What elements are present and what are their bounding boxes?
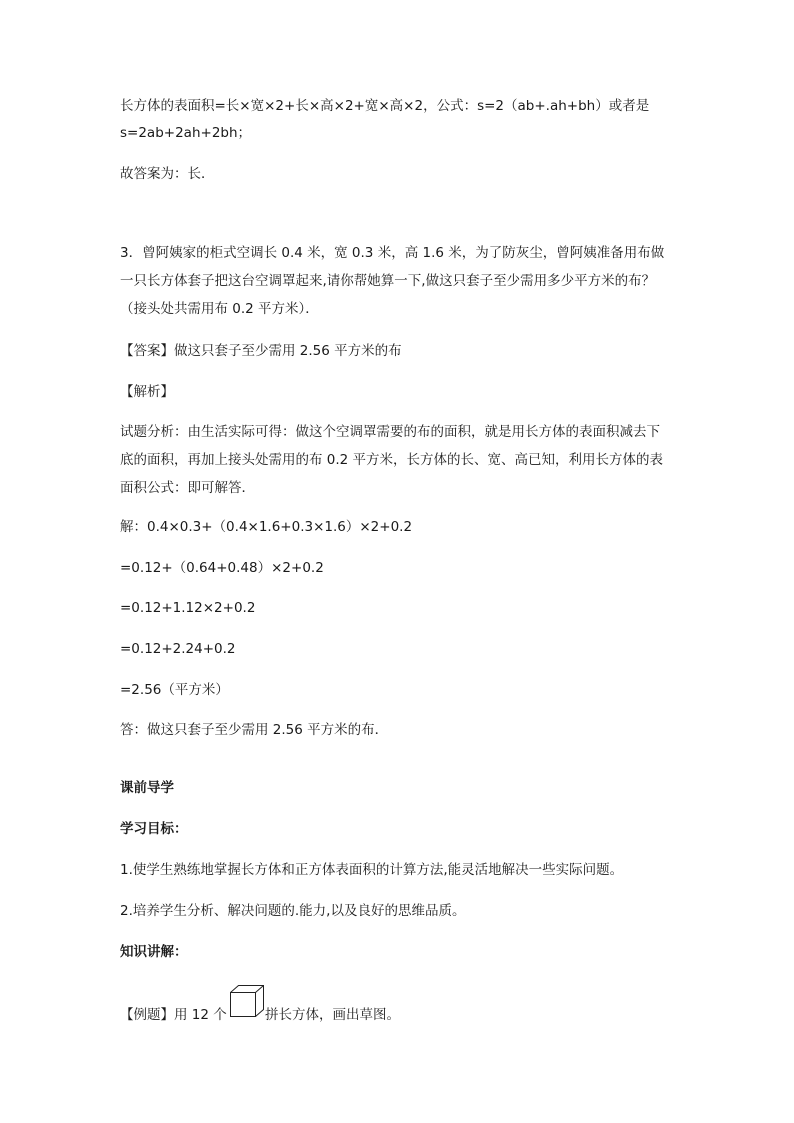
question-3-line-2: 一只长方体套子把这台空调罩起来,请你帮她算一下,做这只套子至少需用多少平方米的布？: [120, 273, 656, 289]
analysis-heading: 【解析】: [120, 384, 174, 400]
learning-goals-heading: 学习目标：: [120, 821, 188, 837]
final-answer: 答：做这只套子至少需用 2.56 平方米的布．: [120, 722, 389, 738]
formula-line-1: 长方体的表面积=长×宽×2+长×高×2+宽×高×2，公式：s=2（ab+.ah+bh）或者是: [120, 98, 650, 114]
question-3-line-3: （接头处共需用布 0.2 平方米）．: [120, 301, 319, 317]
formula-line-2: s=2ab+2ah+2bh；: [120, 125, 252, 141]
solution-step-2: =0.12+（0.64+0.48）×2+0.2: [120, 560, 324, 576]
example-suffix: 拼长方体，画出草图。: [265, 1007, 400, 1023]
learning-goal-2: 2.培养学生分析、解决问题的.能力,以及良好的思维品质。: [120, 903, 466, 919]
knowledge-heading: 知识讲解：: [120, 944, 188, 960]
example-prefix: 【例题】用 12 个: [120, 1007, 227, 1023]
question-3-line-1: 3．曾阿姨家的柜式空调长 0.4 米，宽 0.3 米，高 1.6 米，为了防灰尘，曾阿姨准备用布做: [120, 245, 665, 261]
solution-step-3: =0.12+1.12×2+0.2: [120, 600, 256, 616]
section-heading-preview: 课前导学: [120, 780, 174, 796]
cube-icon: [230, 985, 264, 1017]
answer-line: 【答案】做这只套子至少需用 2.56 平方米的布: [120, 343, 402, 359]
learning-goal-1: 1.使学生熟练地掌握长方体和正方体表面积的计算方法,能灵活地解决一些实际问题。: [120, 862, 624, 878]
analysis-line-1: 试题分析：由生活实际可得：做这个空调罩需要的布的面积，就是用长方体的表面积减去下: [120, 424, 660, 440]
answer-conclusion: 故答案为：长．: [120, 166, 215, 182]
solution-step-5: =2.56（平方米）: [120, 682, 229, 698]
analysis-line-3: 面积公式：即可解答．: [120, 480, 255, 496]
solution-step-1: 解：0.4×0.3+（0.4×1.6+0.3×1.6）×2+0.2: [120, 519, 413, 535]
analysis-line-2: 底的面积，再加上接头处需用的布 0.2 平方米，长方体的长、宽、高已知，利用长方体的表: [120, 452, 664, 468]
solution-step-4: =0.12+2.24+0.2: [120, 641, 236, 657]
